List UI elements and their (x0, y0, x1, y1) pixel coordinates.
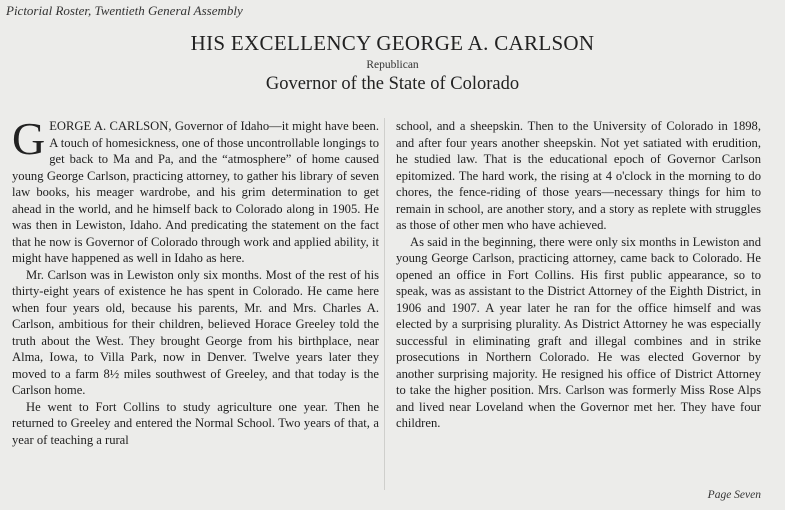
paragraph-2: Mr. Carlson was in Lewiston only six months. Most of the rest of his thirty-eight years of existence he has spent in Colorado. He came here when four years old, because his parents, Mr. and Mrs. Charles A. Carlson, ambitious for their children, believed Horace Greeley told the truth about the West. They brought George from his birthplace, near Alma, Iowa, to Villa Park, now in Denver. Twelve years later they moved to a farm 8½ miles southwest of Greeley, and that today is the Carlson home. (12, 267, 379, 397)
running-head: Pictorial Roster, Twentieth General Assembly (6, 3, 243, 18)
page-number: Page Seven (707, 489, 761, 501)
paragraph-1 (12, 113, 379, 267)
column-divider (384, 118, 385, 490)
paragraph-5: As said in the beginning, there were only six months in Lewiston and young George Carlson, practicing attorney, came back to Colorado. He opened an office in Fort Collins. His first public appearance, so to speak, was as assistant to the District Attorney of the Eighth District, in 1906 and 1907. A year later he ran for the office himself and was elected by a surprising plurality. As District Attorney he was especially successful in eliminating graft and illegal combines and in strike prosecutions in Northern Colorado. He was elected Governor by another surprising majority. He resigned his office of District Attorney to take the higher position. Mrs. Carlson was formerly Miss Rose Alps and lived near Loveland when the Governor met her. They have four children. (396, 234, 761, 430)
paragraph-3: He went to Fort Collins to study agriculture one year. Then he returned to Greeley and entered the Normal School. Two years of that, a year of teaching a rural (12, 399, 379, 447)
left-column (12, 113, 379, 448)
paragraph-1-text: EORGE A. CARLSON, Governor of Idaho—it might have been. A touch of homesickness, one of those uncontrollable longings to get back to Ma and Pa, and the “atmosphere” of home caused young George Carlson, practicing attorney, to gather his library of seven law books, his meager wardrobe, and his grim determination to get ahead in the world, and he himself back to Colorado along in 1905. He was then in Lewiston, Idaho. And predicating the statement on the fact that he now is Governor of Colorado through work and applied ability, it might have happened as well in Idaho as here. (12, 119, 379, 265)
page-title: HIS EXCELLENCY GEORGE A. CARLSON (190, 31, 595, 55)
office-subtitle: Governor of the State of Colorado (265, 74, 520, 94)
drop-cap: G (12, 113, 46, 164)
right-column (396, 118, 761, 432)
paragraph-4: school, and a sheepskin. Then to the University of Colorado in 1898, and after four years another sheepskin. Not yet satiated with erudition, he studied law. That is the educational epoch of Governor Carlson epitomized. The hard work, the rising at 4 o'clock in the morning to do chores, the fence-riding of those years—necessary things for him to remain in school, are another story, and a story as replete with struggles as those of other men who have achieved. (396, 119, 761, 232)
party-label: Republican (366, 59, 419, 71)
